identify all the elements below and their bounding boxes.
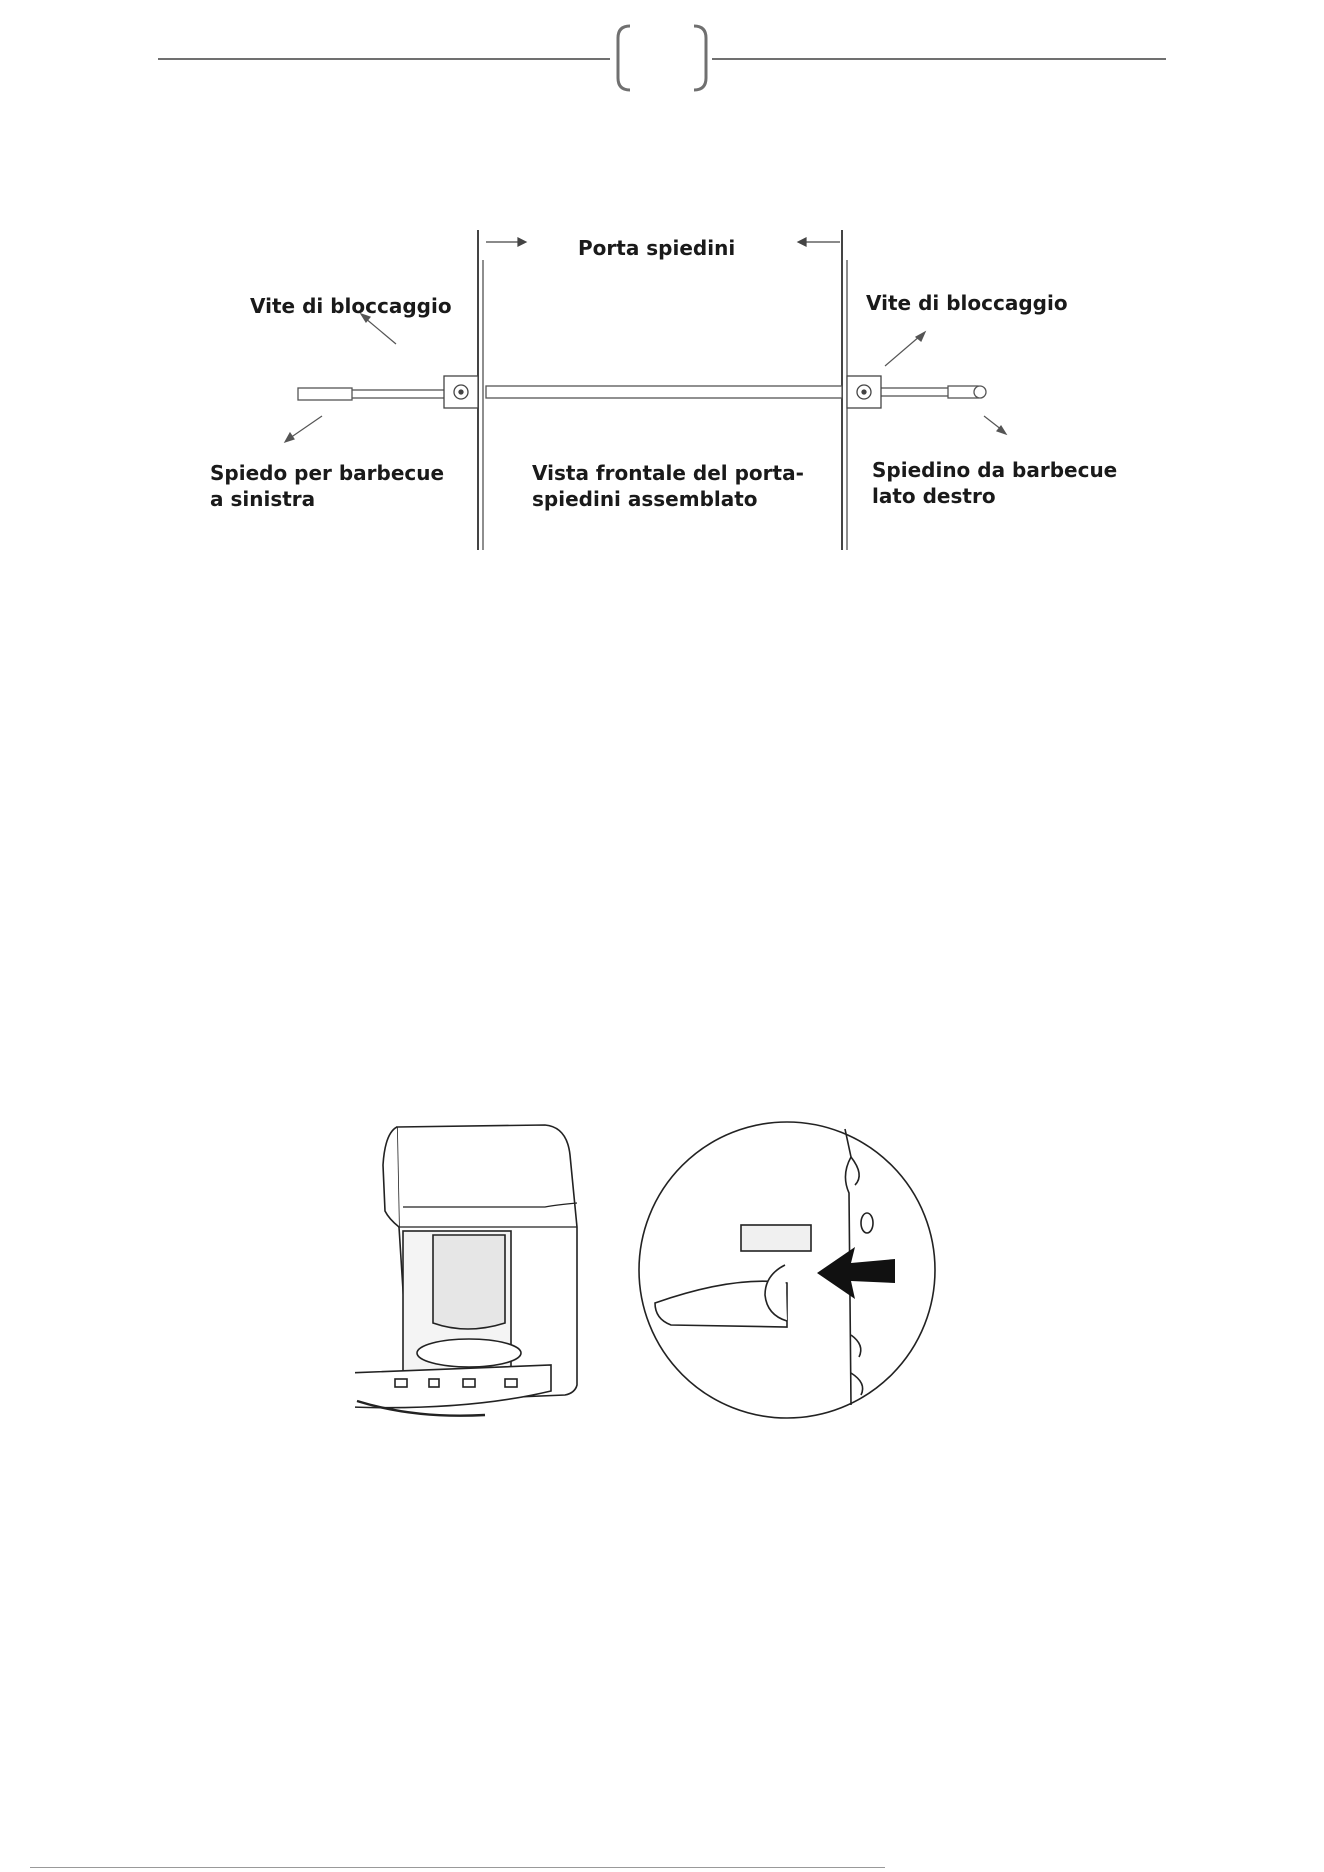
label-left-skewer-line1: Spiedo per barbecue bbox=[210, 461, 445, 485]
label-right-skewer bbox=[872, 457, 1117, 509]
locking-block-right bbox=[847, 376, 881, 408]
label-skewer-holder: Porta spiedini bbox=[578, 236, 736, 260]
footer-rule bbox=[30, 1867, 885, 1868]
label-front-view-line1: Vista frontale del porta- bbox=[532, 461, 804, 485]
page-number-bracket bbox=[612, 22, 712, 94]
header-rule-left bbox=[158, 58, 610, 60]
label-right-skewer-line2: lato destro bbox=[872, 484, 996, 508]
label-left-skewer bbox=[210, 460, 444, 512]
label-left-skewer-line2: a sinistra bbox=[210, 487, 316, 511]
label-right-skewer-line1: Spiedino da barbecue bbox=[872, 458, 1118, 482]
label-front-view-line2: spiedini assemblato bbox=[532, 487, 758, 511]
pointer-arrows bbox=[285, 314, 1006, 442]
air-fryer-figure bbox=[355, 1115, 975, 1425]
right-plate bbox=[842, 230, 847, 550]
air-fryer-illustration bbox=[355, 1125, 577, 1416]
footer-link[interactable] bbox=[566, 1633, 762, 1653]
label-locking-screw-right: Vite di bloccaggio bbox=[866, 291, 1068, 315]
label-front-view bbox=[532, 460, 804, 512]
left-plate bbox=[478, 230, 483, 550]
locking-block-left bbox=[444, 376, 478, 408]
label-locking-screw-left: Vite di bloccaggio bbox=[250, 294, 452, 318]
header-rule-right bbox=[712, 58, 1166, 60]
skewer-rod bbox=[298, 386, 986, 400]
